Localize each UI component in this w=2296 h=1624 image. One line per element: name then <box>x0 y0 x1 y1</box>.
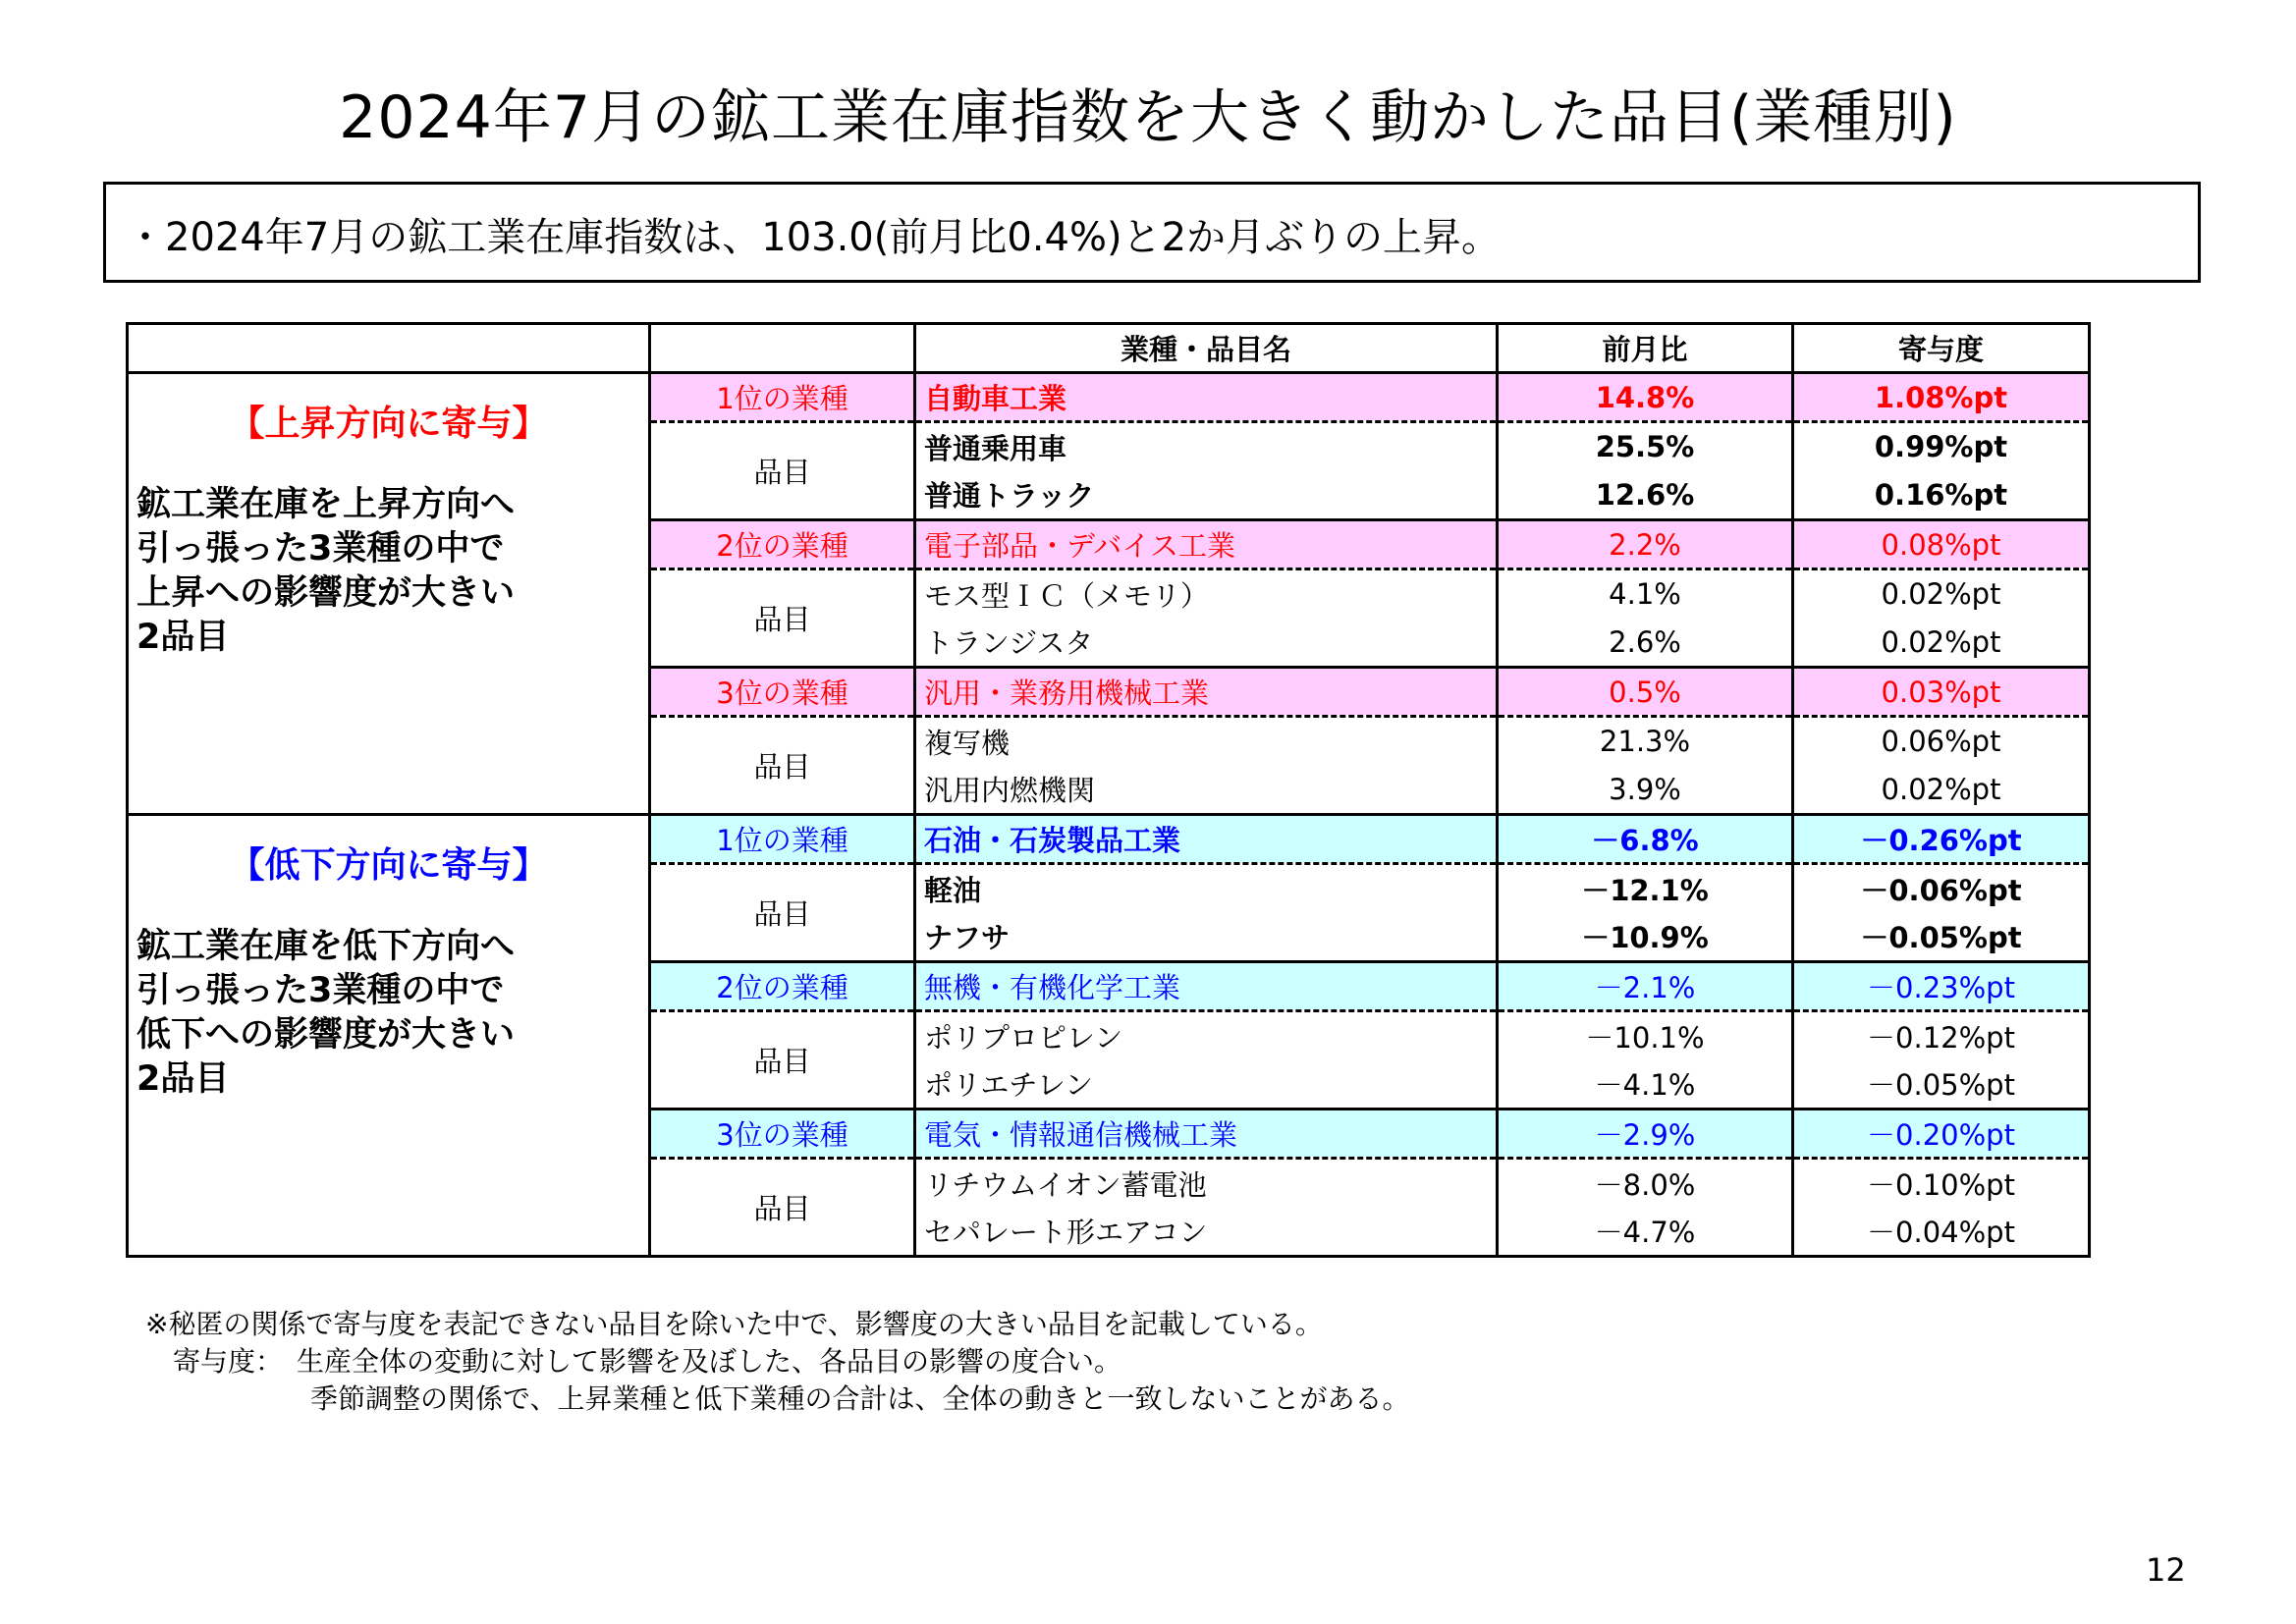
item-label: 品目 <box>650 717 915 815</box>
footnote-line: 季節調整の関係で、上昇業種と低下業種の合計は、全体の動きと一致しないことがある。 <box>145 1382 1410 1415</box>
item-mom: －10.9% <box>1498 913 1793 962</box>
item-name: ポリプロピレン <box>915 1011 1498 1060</box>
item-contrib: －0.05%pt <box>1793 1060 2090 1110</box>
table-row <box>128 815 2090 864</box>
rank-cell: 3位の業種 <box>650 668 915 717</box>
rank-cell: 2位の業種 <box>650 520 915 569</box>
item-name: 汎用内燃機関 <box>915 766 1498 815</box>
footnotes <box>145 1306 1409 1418</box>
item-contrib: －0.05%pt <box>1793 913 2090 962</box>
item-label: 品目 <box>650 1011 915 1110</box>
table-row <box>128 373 2090 422</box>
industry-name: 汎用・業務用機械工業 <box>915 668 1498 717</box>
item-name: セパレート形エアコン <box>915 1208 1498 1257</box>
item-contrib: 0.16%pt <box>1793 471 2090 520</box>
up-section-label <box>128 373 650 815</box>
item-mom: 25.5% <box>1498 422 1793 471</box>
rank-cell: 1位の業種 <box>650 373 915 422</box>
item-name: 普通トラック <box>915 471 1498 520</box>
footnote-line: 寄与度： 生産全体の変動に対して影響を及ぼした、各品目の影響の度合い。 <box>145 1345 1122 1378</box>
rank-cell: 3位の業種 <box>650 1110 915 1159</box>
header-mom: 前月比 <box>1498 324 1793 373</box>
item-name: リチウムイオン蓄電池 <box>915 1159 1498 1208</box>
item-mom: 4.1% <box>1498 569 1793 619</box>
up-heading: 【上昇方向に寄与】 <box>229 404 548 444</box>
item-contrib: 0.99%pt <box>1793 422 2090 471</box>
industry-name: 電子部品・デバイス工業 <box>915 520 1498 569</box>
header-contrib: 寄与度 <box>1793 324 2090 373</box>
item-name: ナフサ <box>915 913 1498 962</box>
industry-mom: 0.5% <box>1498 668 1793 717</box>
industry-mom: 2.2% <box>1498 520 1793 569</box>
item-contrib: 0.02%pt <box>1793 619 2090 668</box>
item-mom: 2.6% <box>1498 619 1793 668</box>
page-title: 2024年7月の鉱工業在庫指数を大きく動かした品目(業種別) <box>339 83 1957 152</box>
industry-mom: －6.8% <box>1498 815 1793 864</box>
industry-name: 無機・有機化学工業 <box>915 962 1498 1011</box>
industry-mom: －2.1% <box>1498 962 1793 1011</box>
item-name: 普通乗用車 <box>915 422 1498 471</box>
industry-contrib: 0.03%pt <box>1793 668 2090 717</box>
industry-contrib: 0.08%pt <box>1793 520 2090 569</box>
item-mom: －4.1% <box>1498 1060 1793 1110</box>
rank-cell: 2位の業種 <box>650 962 915 1011</box>
summary-text: ・2024年7月の鉱工業在庫指数は、103.0(前月比0.4%)と2か月ぶりの上昇。 <box>126 215 1502 260</box>
item-mom: －8.0% <box>1498 1159 1793 1208</box>
industry-contrib: －0.20%pt <box>1793 1110 2090 1159</box>
item-mom: 12.6% <box>1498 471 1793 520</box>
industry-contrib: －0.23%pt <box>1793 962 2090 1011</box>
industry-name: 石油・石炭製品工業 <box>915 815 1498 864</box>
industry-contrib: 1.08%pt <box>1793 373 2090 422</box>
footnote-line: ※秘匿の関係で寄与度を表記できない品目を除いた中で、影響度の大きい品目を記載している。 <box>145 1308 1323 1340</box>
item-name: 複写機 <box>915 717 1498 766</box>
item-name: ポリエチレン <box>915 1060 1498 1110</box>
header-blank <box>128 324 650 373</box>
item-label: 品目 <box>650 864 915 962</box>
header-blank <box>650 324 915 373</box>
item-label: 品目 <box>650 1159 915 1257</box>
item-contrib: 0.02%pt <box>1793 766 2090 815</box>
item-contrib: 0.06%pt <box>1793 717 2090 766</box>
item-mom: －10.1% <box>1498 1011 1793 1060</box>
industry-name: 電気・情報通信機械工業 <box>915 1110 1498 1159</box>
item-contrib: －0.06%pt <box>1793 864 2090 913</box>
item-label: 品目 <box>650 569 915 668</box>
item-mom: 21.3% <box>1498 717 1793 766</box>
page-number: 12 <box>2146 1551 2186 1589</box>
item-mom: －12.1% <box>1498 864 1793 913</box>
item-label: 品目 <box>650 422 915 520</box>
table-header-row <box>128 324 2090 373</box>
item-mom: －4.7% <box>1498 1208 1793 1257</box>
down-description: 鉱工業在庫を低下方向へ 引っ張った3業種の中で 低下への影響度が大きい 2品目 <box>137 927 516 1099</box>
contribution-table <box>126 322 2091 1258</box>
up-description: 鉱工業在庫を上昇方向へ 引っ張った3業種の中で 上昇への影響度が大きい 2品目 <box>137 485 516 657</box>
industry-name: 自動車工業 <box>915 373 1498 422</box>
industry-mom: 14.8% <box>1498 373 1793 422</box>
item-name: 軽油 <box>915 864 1498 913</box>
industry-contrib: －0.26%pt <box>1793 815 2090 864</box>
down-section-label <box>128 815 650 1257</box>
item-name: モス型ＩＣ（メモリ） <box>915 569 1498 619</box>
item-mom: 3.9% <box>1498 766 1793 815</box>
header-name: 業種・品目名 <box>915 324 1498 373</box>
item-contrib: －0.12%pt <box>1793 1011 2090 1060</box>
summary-box <box>103 182 2201 283</box>
item-name: トランジスタ <box>915 619 1498 668</box>
down-heading: 【低下方向に寄与】 <box>229 845 548 886</box>
item-contrib: －0.04%pt <box>1793 1208 2090 1257</box>
item-contrib: 0.02%pt <box>1793 569 2090 619</box>
item-contrib: －0.10%pt <box>1793 1159 2090 1208</box>
rank-cell: 1位の業種 <box>650 815 915 864</box>
industry-mom: －2.9% <box>1498 1110 1793 1159</box>
